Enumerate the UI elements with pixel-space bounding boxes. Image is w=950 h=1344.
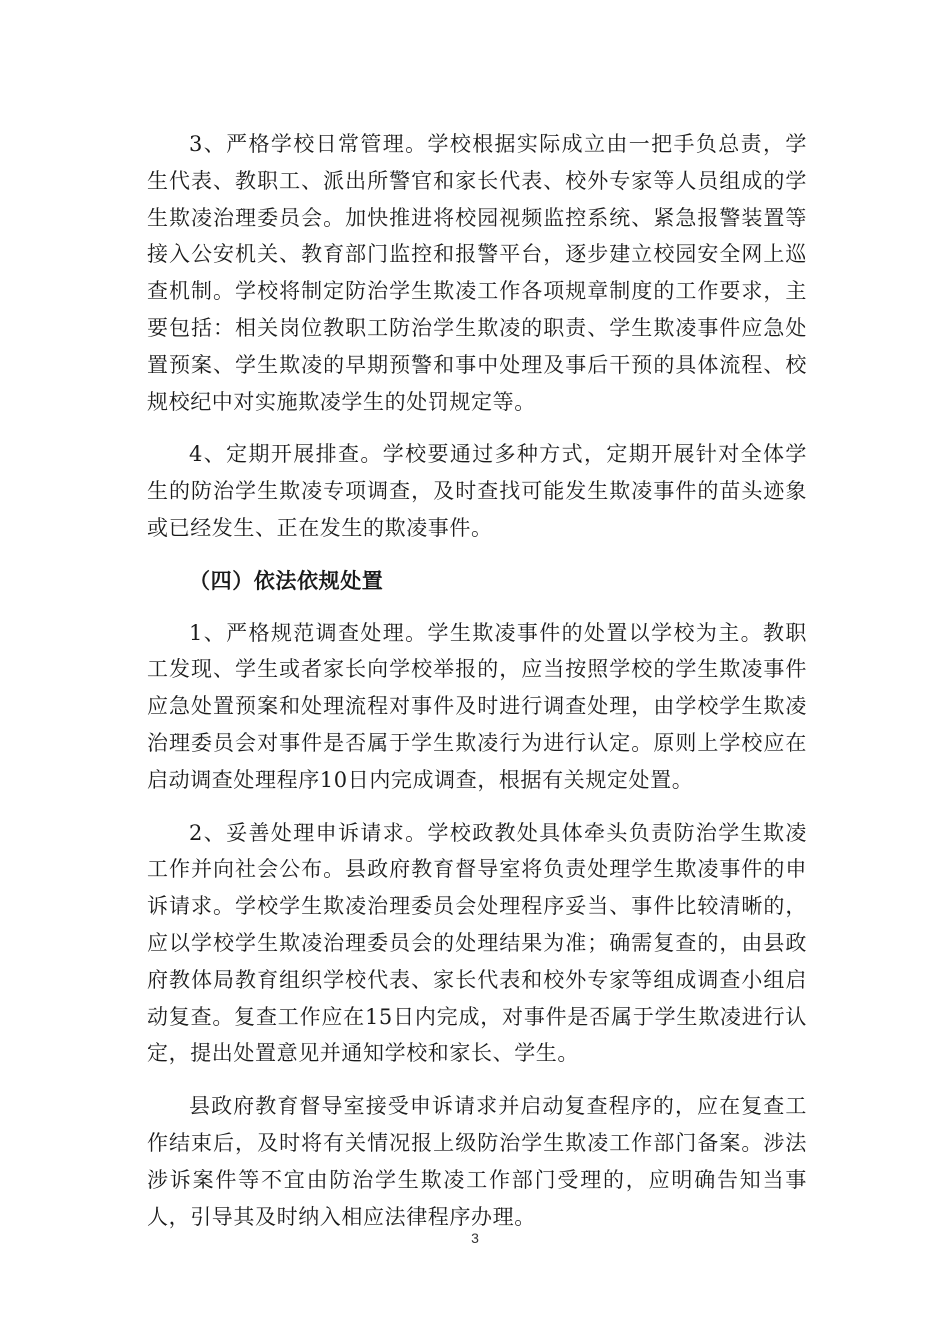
paragraph-regular-inspection: 4、定期开展排查。学校要通过多种方式，定期开展针对全体学生的防治学生欺凌专项调查，及时查找可能发生欺凌事件的苗头迹象或已经发生、正在发生的欺凌事件。 (147, 442, 807, 540)
paragraph-daily-management: 3、严格学校日常管理。学校根据实际成立由一把手负总责，学生代表、教职工、派出所警官和家长代表、校外专家等人员组成的学生欺凌治理委员会。加快推进将校园视频监控系统、紧急报警装置等接入公安机关、教育部门监控和报警平台，逐步建立校园安全网上巡查机制。学校将制定防治学生欺凌工作各项规章制度的工作要求，主要包括：相关岗位教职工防治学生欺凌的职责、学生欺凌事件应急处置预案、学生欺凌的早期预警和事中处理及事后干预的具体流程、校规校纪中对实施欺凌学生的处罚规定等。 (147, 132, 807, 414)
paragraph-investigation: 1、严格规范调查处理。学生欺凌事件的处置以学校为主。教职工发现、学生或者家长向学校举报的，应当按照学校的学生欺凌事件应急处置预案和处理流程对事件及时进行调查处理，由学校学生欺凌治理委员会对事件是否属于学生欺凌行为进行认定。原则上学校应在启动调查处理程序10日内完成调查，根据有关规定处置。 (147, 620, 807, 792)
paragraph-appeal-handling: 2、妥善处理申诉请求。学校政教处具体牵头负责防治学生欺凌工作并向社会公布。县政府教育督导室将负责处理学生欺凌事件的申诉请求。学校学生欺凌治理委员会处理程序妥当、事件比较清晰的，应以学校学生欺凌治理委员会的处理结果为准；确需复查的，由县政府教体局教育组织学校代表、家长代表和校外专家等组成调查小组启动复查。复查工作应在15日内完成，对事件是否属于学生欺凌进行认定，提出处置意见并通知学校和家长、学生。 (147, 820, 807, 1066)
paragraph-review-filing: 县政府教育督导室接受申诉请求并启动复查程序的，应在复查工作结束后，及时将有关情况报上级防治学生欺凌工作部门备案。涉法涉诉案件等不宜由防治学生欺凌工作部门受理的，应明确告知当事人，引导其及时纳入相应法律程序办理。 (147, 1094, 807, 1229)
document-body (147, 126, 807, 1251)
page-number: 3 (471, 1230, 479, 1246)
section-heading: （四）依法依规处置 (189, 567, 384, 593)
